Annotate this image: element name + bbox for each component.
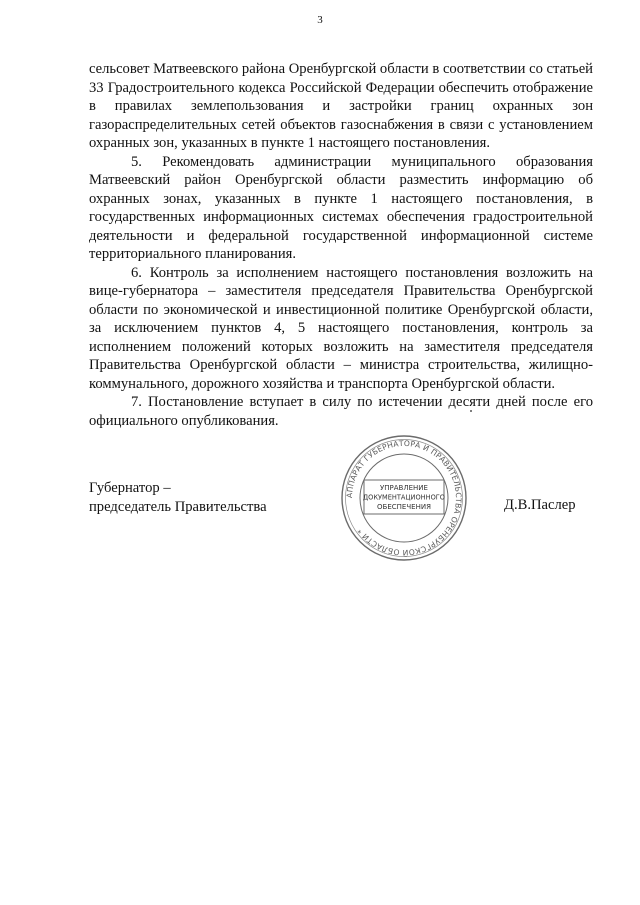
signatory-name: Д.В.Паслер [504, 497, 576, 513]
paragraph-4-continued: сельсовет Матвеевского района Оренбургской области в соответствии со статьей 33 Градостроительного кодекса Российской Федерации обеспечить отображение в правилах землепользования и застройки границ охранных зон газораспределительных сетей объектов газоснабжения в связи с установлением охранных зон, указанных в пункте 1 настоящего постановления. [89, 61, 593, 151]
paragraph-6: 6. Контроль за исполнением настоящего постановления возложить на вице-губернатора – заместителя председателя Правительства Оренбургской области по экономической и инвестиционной политике Оренбургской области, за исключением пунктов 4, 5 настоящего постановления, контроль за исполнением положений которых возложить на заместителя председателя Правительства Оренбургской области – министра строительства, жилищно-коммунального, дорожного хозяйства и транспорта Оренбургской области. [89, 264, 593, 392]
stamp-line2: ДОКУМЕНТАЦИОННОГО [363, 493, 445, 502]
signatory-title-line1: Губернатор – [89, 480, 171, 496]
ink-dot [470, 410, 472, 412]
paragraph-7: 7. Постановление вступает в силу по истечении десяти дней после его официального опубликования. [89, 394, 593, 429]
stamp-line1: УПРАВЛЕНИЕ [380, 484, 428, 492]
signatory-title-line2: председатель Правительства [89, 498, 267, 515]
stamp-line3: ОБЕСПЕЧЕНИЯ [377, 503, 431, 511]
stamp-seal-icon [338, 432, 470, 564]
stamp-ring-text: АППАРАТ ГУБЕРНАТОРА И ПРАВИТЕЛЬСТВА ОРЕНБУРГСКОЙ ОБЛАСТИ * [344, 438, 464, 558]
signatory-title [89, 479, 267, 516]
page-number: 3 [317, 14, 323, 26]
official-stamp [338, 432, 470, 564]
document-body [89, 60, 593, 430]
paragraph-5: 5. Рекомендовать администрации муниципального образования Матвеевский район Оренбургской области разместить информацию об охранных зонах, указанных в пункте 1 настоящего постановления, в государственных информационных системах обеспечения градостроительной деятельности и федеральной государственной информационной системе территориального планирования. [89, 153, 593, 262]
